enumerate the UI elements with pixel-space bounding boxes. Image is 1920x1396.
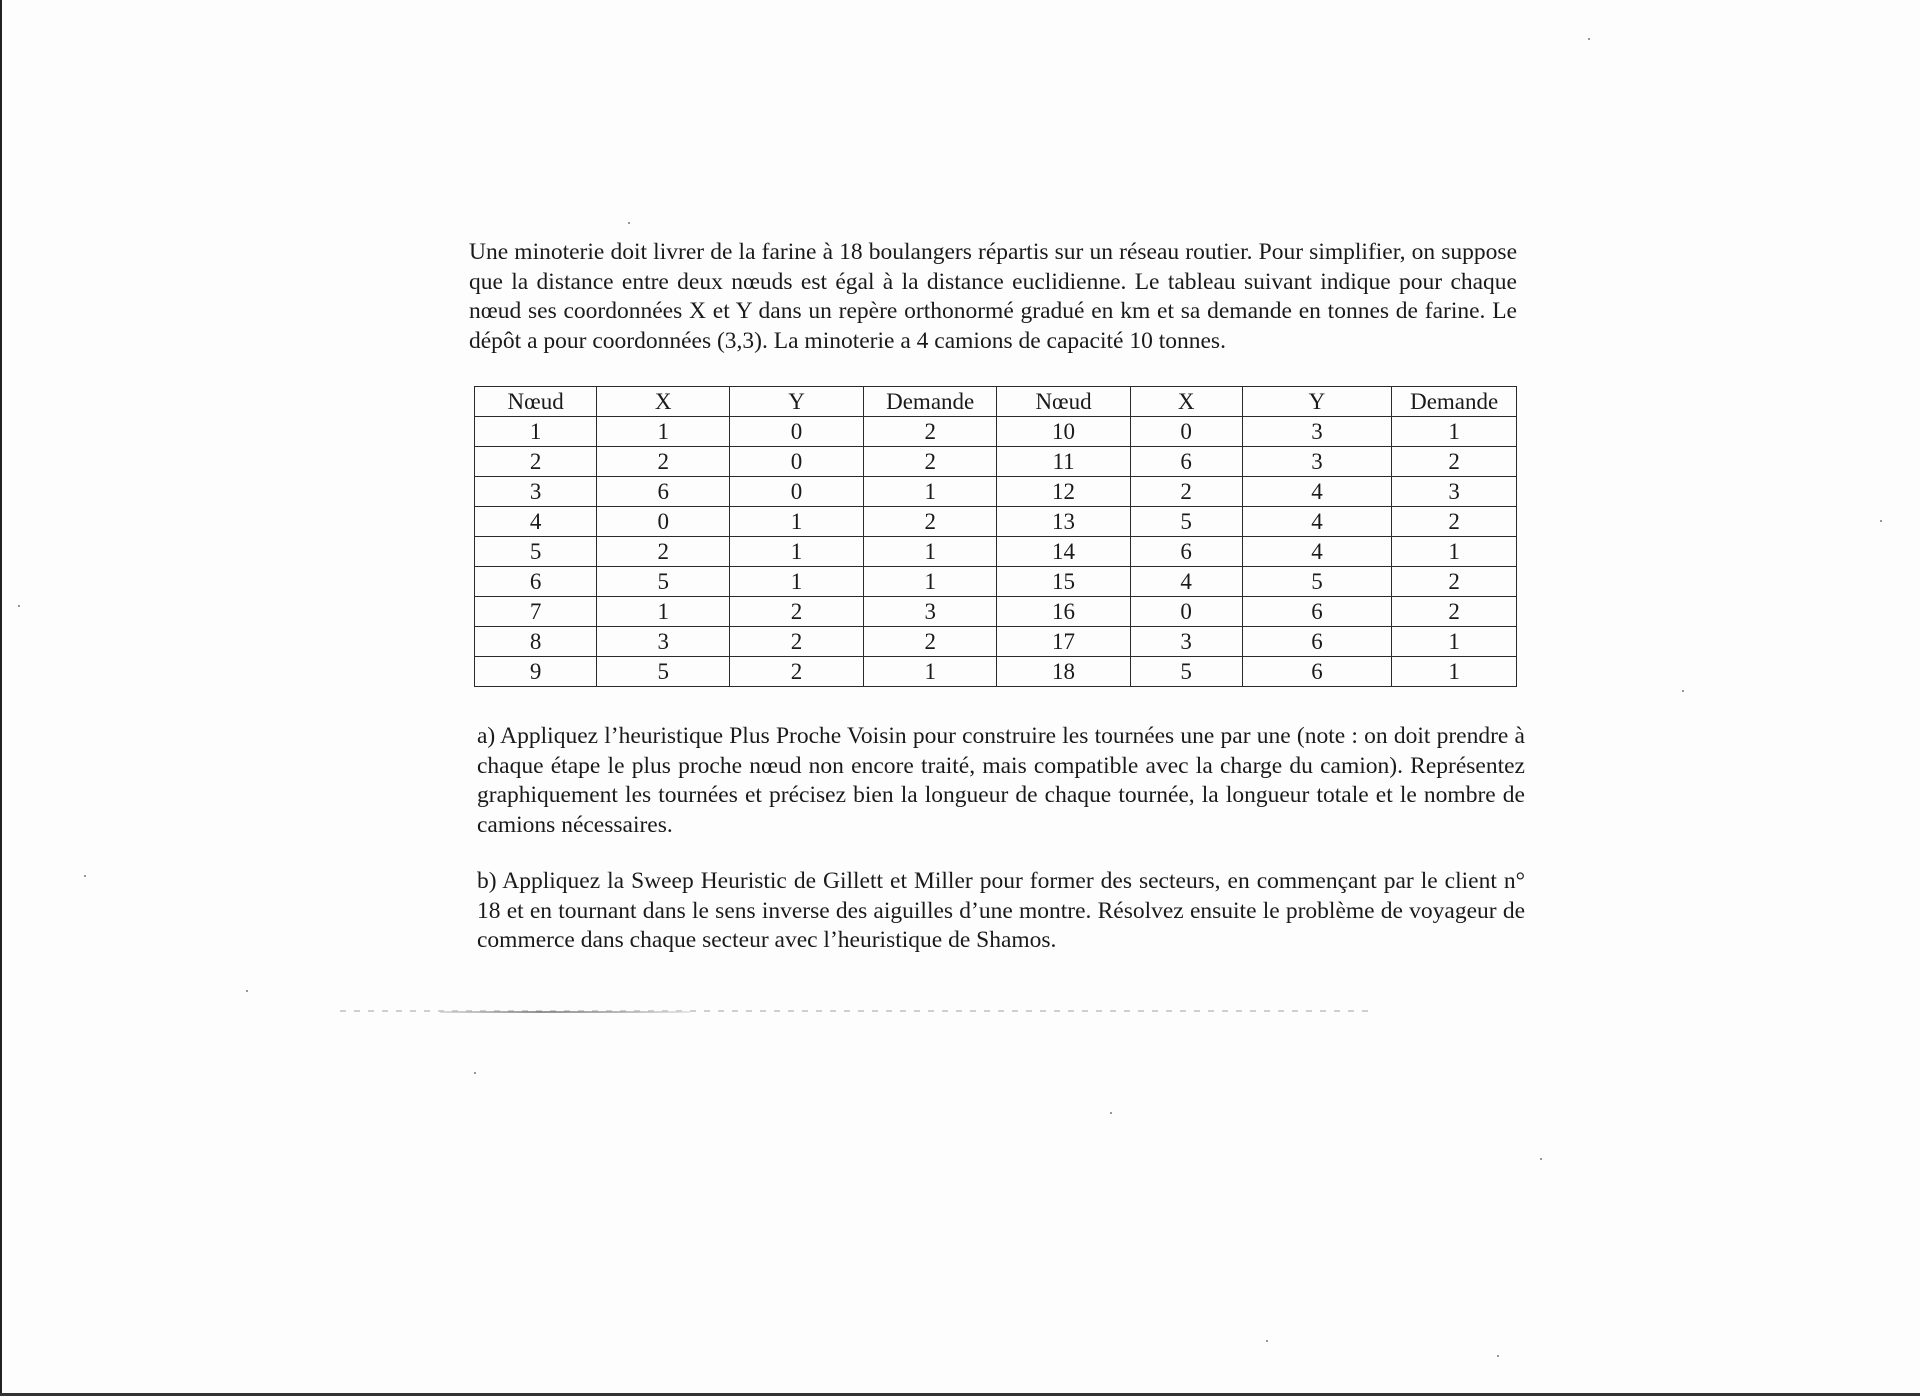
cell-node: 5 xyxy=(475,537,597,567)
table-row xyxy=(475,627,1517,657)
scan-speck xyxy=(1588,38,1590,40)
table-row xyxy=(475,567,1517,597)
cell-x: 2 xyxy=(1130,477,1242,507)
question-a-paragraph xyxy=(477,722,1525,840)
cell-node: 7 xyxy=(475,597,597,627)
cell-x: 0 xyxy=(1130,597,1242,627)
cell-x: 5 xyxy=(1130,657,1242,687)
header-cell-x: X xyxy=(1130,387,1242,417)
table-row xyxy=(475,537,1517,567)
cell-demand: 1 xyxy=(863,477,997,507)
cell-x: 5 xyxy=(597,567,730,597)
cell-node: 2 xyxy=(475,447,597,477)
cell-node: 16 xyxy=(997,597,1130,627)
cell-node: 4 xyxy=(475,507,597,537)
table-body xyxy=(475,417,1517,687)
cell-y: 6 xyxy=(1242,657,1392,687)
scan-speck xyxy=(84,875,86,877)
cell-x: 6 xyxy=(597,477,730,507)
cell-x: 0 xyxy=(1130,417,1242,447)
question-b-paragraph xyxy=(477,867,1525,956)
cell-demand: 1 xyxy=(863,657,997,687)
cell-y: 5 xyxy=(1242,567,1392,597)
cell-demand: 1 xyxy=(863,537,997,567)
cell-node: 6 xyxy=(475,567,597,597)
scan-speck xyxy=(474,1072,476,1074)
intro-text: Une minoterie doit livrer de la farine à 18 boulangers répartis sur un réseau routier. Pour simplifier, on suppose que la distance entre deux nœuds est égal à la distance euclidienne. Le tableau suivant indique pour chaque nœud ses coordonnées X et Y dans un repère orthonormé gradué en km et sa demande en tonnes de farine. Le dépôt a pour coordonnées (3,3). La minoterie a 4 camions de capacité 10 tonnes. xyxy=(469,239,1517,354)
cell-x: 0 xyxy=(597,507,730,537)
cell-x: 5 xyxy=(1130,507,1242,537)
scan-edge-left xyxy=(0,0,2,1396)
cell-node: 11 xyxy=(997,447,1130,477)
cell-node: 1 xyxy=(475,417,597,447)
header-cell-node: Nœud xyxy=(475,387,597,417)
header-cell-demand: Demande xyxy=(863,387,997,417)
header-cell-y: Y xyxy=(1242,387,1392,417)
header-cell-demand: Demande xyxy=(1392,387,1517,417)
cell-y: 6 xyxy=(1242,627,1392,657)
cell-x: 6 xyxy=(1130,447,1242,477)
cell-node: 8 xyxy=(475,627,597,657)
cell-demand: 2 xyxy=(863,627,997,657)
scan-speck xyxy=(628,222,630,224)
cell-x: 1 xyxy=(597,417,730,447)
cell-y: 4 xyxy=(1242,537,1392,567)
cell-y: 2 xyxy=(730,597,864,627)
table-row xyxy=(475,477,1517,507)
cell-x: 6 xyxy=(1130,537,1242,567)
table-row xyxy=(475,597,1517,627)
table-row xyxy=(475,657,1517,687)
table-row xyxy=(475,507,1517,537)
scan-speck xyxy=(1110,1112,1112,1114)
cell-y: 4 xyxy=(1242,507,1392,537)
cell-x: 2 xyxy=(597,537,730,567)
scan-artifact-line xyxy=(440,1011,690,1013)
scan-speck xyxy=(1880,520,1882,522)
cell-y: 0 xyxy=(730,477,864,507)
question-a-text: a) Appliquez l’heuristique Plus Proche Voisin pour construire les tournées une par une (note : on doit prendre à chaque étape le plus proche nœud non encore traité, mais compatible avec la charge du camion). Représentez graphiquement les tournées et précisez bien la longueur de chaque tournée, la longueur totale et le nombre de camions nécessaires. xyxy=(477,723,1525,838)
cell-demand: 1 xyxy=(863,567,997,597)
cell-demand: 2 xyxy=(1392,597,1517,627)
cell-y: 2 xyxy=(730,657,864,687)
cell-node: 14 xyxy=(997,537,1130,567)
cell-y: 6 xyxy=(1242,597,1392,627)
table-header-row xyxy=(475,387,1517,417)
cell-node: 17 xyxy=(997,627,1130,657)
scan-speck xyxy=(246,990,248,992)
cell-demand: 3 xyxy=(1392,477,1517,507)
cell-node: 10 xyxy=(997,417,1130,447)
table-row xyxy=(475,417,1517,447)
cell-y: 2 xyxy=(730,627,864,657)
header-cell-y: Y xyxy=(730,387,864,417)
cell-x: 1 xyxy=(597,597,730,627)
cell-demand: 2 xyxy=(1392,507,1517,537)
cell-node: 15 xyxy=(997,567,1130,597)
cell-y: 3 xyxy=(1242,447,1392,477)
cell-x: 3 xyxy=(597,627,730,657)
cell-y: 1 xyxy=(730,567,864,597)
cell-demand: 1 xyxy=(1392,627,1517,657)
header-cell-x: X xyxy=(597,387,730,417)
cell-x: 3 xyxy=(1130,627,1242,657)
cell-node: 13 xyxy=(997,507,1130,537)
cell-node: 18 xyxy=(997,657,1130,687)
cell-demand: 2 xyxy=(863,417,997,447)
cell-y: 1 xyxy=(730,537,864,567)
scan-speck xyxy=(1540,1158,1542,1160)
table-row xyxy=(475,447,1517,477)
question-b-text: b) Appliquez la Sweep Heuristic de Gillett et Miller pour former des secteurs, en commençant par le client n° 18 et en tournant dans le sens inverse des aiguilles d’une montre. Résolvez ensuite le problème de voyageur de commerce dans chaque secteur avec l’heuristique de Shamos. xyxy=(477,868,1525,953)
cell-x: 4 xyxy=(1130,567,1242,597)
cell-demand: 2 xyxy=(863,447,997,477)
cell-demand: 1 xyxy=(1392,537,1517,567)
cell-demand: 1 xyxy=(1392,417,1517,447)
cell-node: 9 xyxy=(475,657,597,687)
cell-demand: 2 xyxy=(1392,447,1517,477)
cell-y: 3 xyxy=(1242,417,1392,447)
cell-demand: 1 xyxy=(1392,657,1517,687)
cell-y: 4 xyxy=(1242,477,1392,507)
cell-node: 3 xyxy=(475,477,597,507)
nodes-table xyxy=(474,386,1517,687)
cell-demand: 3 xyxy=(863,597,997,627)
scan-speck xyxy=(1497,1355,1499,1357)
intro-paragraph xyxy=(469,238,1517,356)
cell-x: 5 xyxy=(597,657,730,687)
cell-x: 2 xyxy=(597,447,730,477)
cell-demand: 2 xyxy=(863,507,997,537)
header-cell-node: Nœud xyxy=(997,387,1130,417)
scan-speck xyxy=(1266,1340,1268,1342)
scan-speck xyxy=(1682,690,1684,692)
scan-speck xyxy=(18,605,20,607)
cell-y: 0 xyxy=(730,447,864,477)
cell-y: 1 xyxy=(730,507,864,537)
cell-node: 12 xyxy=(997,477,1130,507)
cell-y: 0 xyxy=(730,417,864,447)
table-header xyxy=(475,387,1517,417)
cell-demand: 2 xyxy=(1392,567,1517,597)
